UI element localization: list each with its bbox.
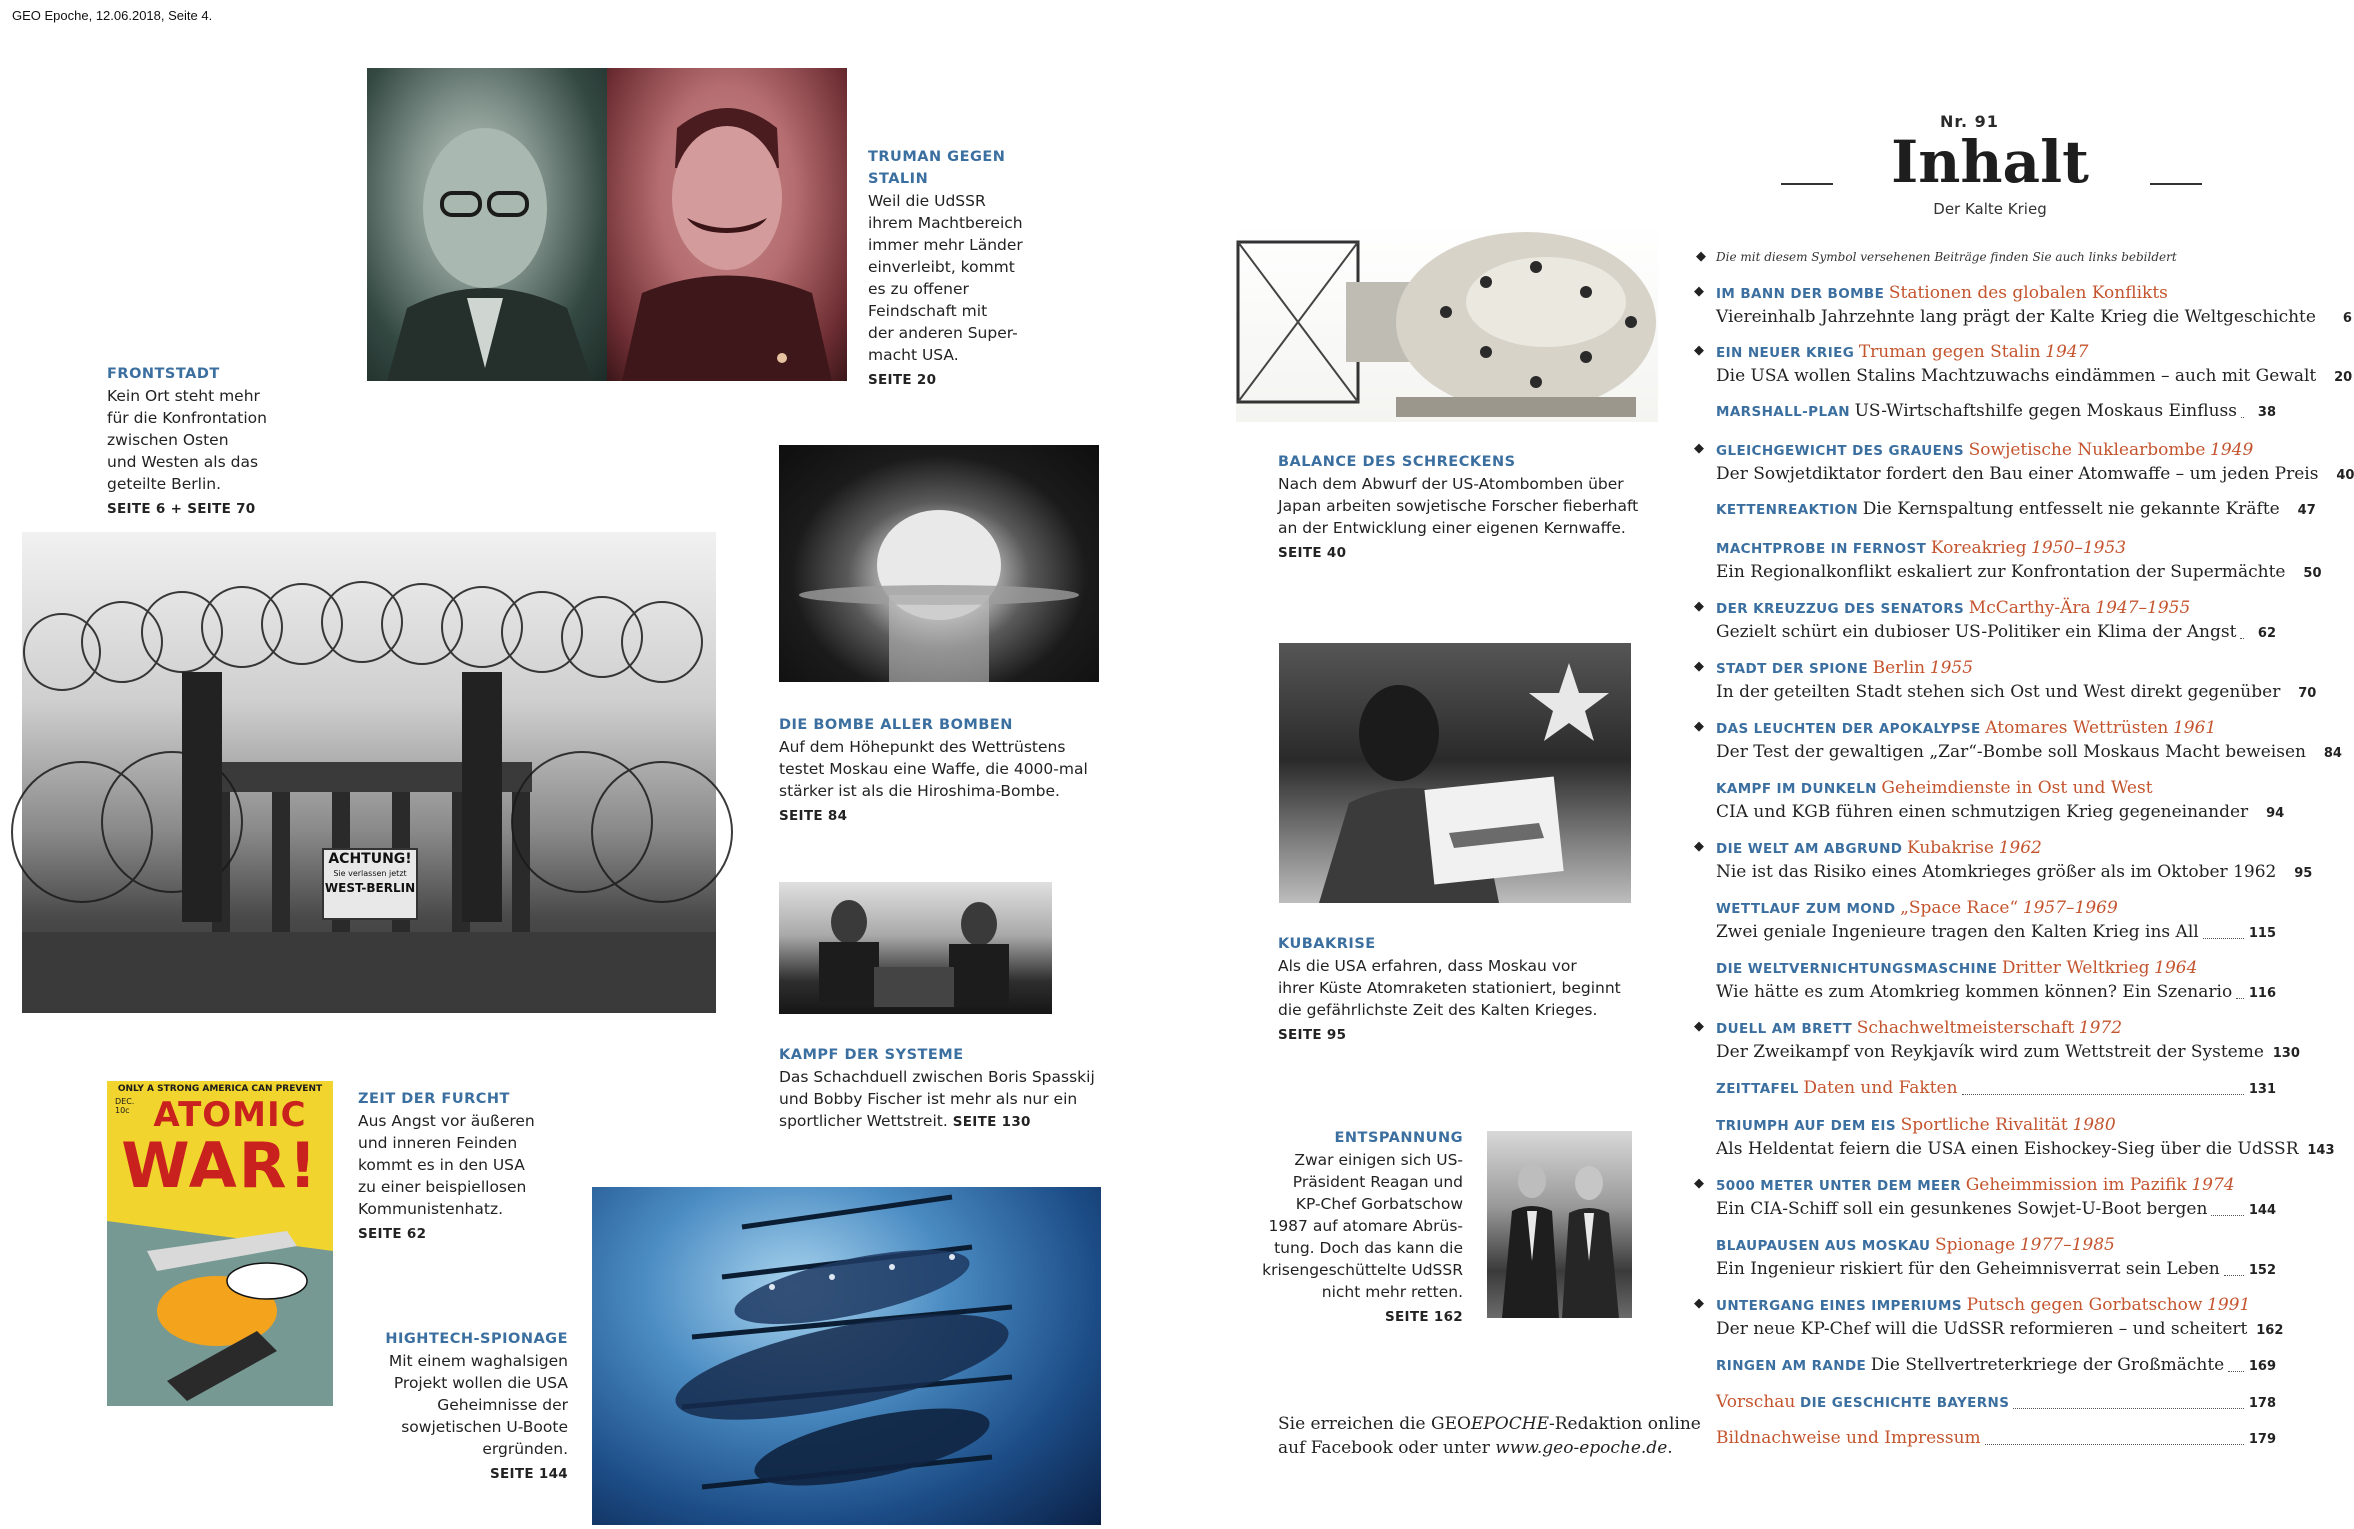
toc-entry[interactable]	[1716, 1427, 2276, 1451]
atomic-bomb-photo	[1236, 222, 1658, 422]
toc-entry-title: Daten und Fakten	[1803, 1078, 1958, 1098]
caption-line: die gefährlichste Zeit des Kalten Krieges.	[1278, 1001, 1598, 1019]
caption-kicker: DIE BOMBE ALLER BOMBEN	[779, 717, 1013, 733]
caption-balance	[1278, 451, 1658, 564]
toc-entry[interactable]	[1694, 1017, 2300, 1066]
contact-text: .	[1667, 1438, 1673, 1458]
warning-sign	[322, 848, 418, 920]
toc-entry-description: Wie hätte es zum Atomkrieg kommen können? Ein Szenario	[1716, 982, 2233, 1002]
atomic-war-comic-cover	[107, 1081, 333, 1406]
toc-entry-description: Die Kernspaltung entfesselt nie gekannte Kräfte	[1862, 499, 2280, 519]
caption-page-ref: SEITE 144	[490, 1466, 568, 1482]
caption-page-ref: SEITE 95	[1278, 1027, 1347, 1043]
toc-entry-description: Viereinhalb Jahrzehnte lang prägt der Kalte Krieg die Weltgeschichte	[1716, 307, 2316, 327]
toc-line	[1716, 498, 2316, 522]
caption-systeme	[779, 1044, 1109, 1133]
title-rule-left	[1781, 183, 1833, 185]
toc-entry-kicker: GLEICHGEWICHT DES GRAUENS	[1716, 443, 1965, 459]
toc-entry-kicker: DAS LEUCHTEN DER APOKALYPSE	[1716, 721, 1981, 737]
toc-line	[1716, 1197, 2276, 1223]
toc-entry-title: Kubakrise	[1907, 838, 1994, 858]
diamond-bullet-icon: ◆	[1694, 659, 1704, 674]
caption-kicker: STALIN	[868, 171, 929, 187]
caption-line: ihrem Machtbereich	[868, 214, 1023, 232]
toc-entry[interactable]	[1716, 1354, 2276, 1378]
toc-line	[1716, 800, 2285, 826]
toc-page-number: 6	[2342, 311, 2352, 326]
caption-line: testet Moskau eine Waffe, die 4000-mal	[779, 760, 1088, 778]
toc-page-number: 130	[2272, 1046, 2300, 1061]
toc-entry-description: Gezielt schürt ein dubioser US-Politiker ein Klima der Angst	[1716, 622, 2237, 642]
toc-entry-kicker: MARSHALL-PLAN	[1716, 404, 1850, 420]
toc-page-number: 152	[2248, 1263, 2276, 1278]
caption-kicker: FRONTSTADT	[107, 366, 220, 382]
source-header: GEO Epoche, 12.06.2018, Seite 4.	[12, 8, 213, 23]
issue-number: Nr. 91	[1940, 112, 1999, 131]
toc-entry-description: US-Wirtschaftshilfe gegen Moskaus Einfluss	[1854, 401, 2237, 421]
reagan-gorbatschow-photo	[1487, 1131, 1632, 1318]
toc-page-number: 94	[2266, 806, 2285, 821]
stalin-photo	[607, 68, 847, 381]
symbol-note	[1696, 249, 2177, 264]
caption-line: der anderen Super-	[868, 324, 1018, 342]
toc-entry-kicker: TRIUMPH AUF DEM EIS	[1716, 1118, 1896, 1134]
toc-entry[interactable]	[1716, 1114, 2335, 1163]
website-link[interactable]: www.geo-epoche.de	[1495, 1438, 1668, 1458]
toc-page-number: 131	[2248, 1082, 2276, 1097]
caption-text: sportlicher Wettstreit.	[779, 1112, 948, 1130]
toc-entry-title: Stationen des globalen Konflikts	[1888, 283, 2168, 303]
contact-line	[1278, 1436, 1701, 1460]
toc-page-number: 62	[2257, 626, 2276, 641]
caption-kicker: ENTSPANNUNG	[1334, 1130, 1463, 1146]
toc-entry-title: Sportliche Rivalität	[1900, 1115, 2068, 1135]
caption-line: für die Konfrontation	[107, 409, 267, 427]
caption-line: an der Entwicklung einer eigenen Kernwaffe.	[1278, 519, 1626, 537]
toc-page-number: 169	[2248, 1359, 2276, 1374]
toc-entry-title: McCarthy-Ära	[1968, 598, 2091, 618]
toc-entry[interactable]	[1694, 439, 2354, 488]
caption-bombe	[779, 714, 1109, 827]
caption-page-ref: SEITE 62	[358, 1226, 427, 1242]
toc-entry-description: Ein CIA-Schiff soll ein gesunkenes Sowjet-U-Boot bergen	[1716, 1199, 2208, 1219]
caption-line: zwischen Osten	[107, 431, 229, 449]
caption-line: und inneren Feinden	[358, 1134, 518, 1152]
contact-text: -Redaktion online	[1548, 1414, 1701, 1434]
toc-line	[1716, 897, 2276, 920]
toc-page-number: 144	[2248, 1203, 2276, 1218]
toc-line	[1716, 837, 2276, 860]
toc-entry-year: 1957–1969	[2022, 898, 2118, 918]
toc-line	[1716, 1391, 2276, 1415]
toc-entry-title: Truman gegen Stalin	[1858, 342, 2041, 362]
toc-entry-description: Der Test der gewaltigen „Zar“-Bombe soll Moskaus Macht beweisen	[1716, 742, 2306, 762]
toc-entry-description: CIA und KGB führen einen schmutzigen Krieg gegeneinander	[1716, 802, 2249, 822]
dot-leader	[2224, 1274, 2244, 1276]
caption-page-ref: SEITE 20	[868, 372, 937, 388]
page-title: Inhalt	[1891, 128, 2089, 196]
caption-line: krisengeschüttelte UdSSR	[1262, 1261, 1463, 1279]
diamond-bullet-icon: ◆	[1694, 719, 1704, 734]
toc-entry-title: Putsch gegen Gorbatschow	[1966, 1295, 2203, 1315]
toc-line	[1716, 1427, 2276, 1451]
toc-line	[1716, 1114, 2276, 1137]
toc-entry-description: Der Zweikampf von Reykjavík wird zum Wettstreit der Systeme	[1716, 1042, 2264, 1062]
caption-line: Aus Angst vor äußeren	[358, 1112, 535, 1130]
toc-entry-kicker: IM BANN DER BOMBE	[1716, 286, 1885, 302]
toc-line	[1716, 717, 2276, 740]
toc-entry-description: Der Sowjetdiktator fordert den Bau einer Atomwaffe – um jeden Preis	[1716, 464, 2319, 484]
toc-entry[interactable]	[1694, 1174, 2276, 1223]
toc-entry-year: 1949	[2210, 440, 2254, 460]
caption-kicker: KAMPF DER SYSTEME	[779, 1047, 964, 1063]
caption-furcht	[358, 1088, 558, 1245]
caption-line: Kein Ort steht mehr	[107, 387, 260, 405]
caption-line: kommt es in den USA	[358, 1156, 525, 1174]
caption-frontstadt	[107, 363, 307, 520]
caption-spionage	[360, 1328, 568, 1485]
toc-page-number: 40	[2336, 468, 2354, 483]
caption-line: geteilte Berlin.	[107, 475, 222, 493]
caption-line: Feindschaft mit	[868, 302, 988, 320]
toc-entry-year: 1950–1953	[2031, 538, 2127, 558]
toc-line	[1716, 400, 2276, 424]
toc-entry[interactable]	[1694, 597, 2276, 646]
caption-entspannung	[1258, 1127, 1463, 1328]
contact-text: auf Facebook oder unter	[1278, 1438, 1496, 1458]
caption-truman-stalin	[868, 146, 1058, 391]
toc-entry[interactable]	[1716, 1077, 2276, 1101]
toc-entry-title: Vorschau	[1716, 1392, 1796, 1412]
diamond-bullet-icon: ◆	[1694, 1019, 1704, 1034]
caption-line: immer mehr Länder	[868, 236, 1023, 254]
caption-line: KP-Chef Gorbatschow	[1295, 1195, 1463, 1213]
toc-line	[1716, 305, 2352, 331]
dot-leader	[2013, 1408, 2244, 1409]
caption-page-ref: SEITE 130	[952, 1114, 1031, 1130]
diamond-bullet-icon: ◆	[1694, 343, 1704, 358]
dot-leader	[2236, 997, 2244, 999]
caption-line: ihrer Küste Atomraketen stationiert, beginnt	[1278, 979, 1621, 997]
toc-entry[interactable]	[1694, 837, 2313, 886]
dot-leader	[2211, 1214, 2244, 1216]
toc-entry-kicker: STADT DER SPIONE	[1716, 661, 1869, 677]
toc-page-number: 116	[2248, 986, 2276, 1001]
toc-page-number: 70	[2298, 686, 2317, 701]
toc-entry-year: 1962	[1998, 838, 2042, 858]
dot-leader	[2203, 937, 2244, 939]
toc-entry-kicker: MACHTPROBE IN FERNOST	[1716, 541, 1927, 557]
toc-line	[1716, 777, 2276, 800]
toc-line	[1716, 462, 2354, 488]
toc-entry-title: Atomares Wettrüsten	[1985, 718, 2169, 738]
caption-line: einverleibt, kommt	[868, 258, 1015, 276]
submarine-photo	[592, 1187, 1101, 1525]
caption-line: Nach dem Abwurf der US-Atombomben über	[1278, 475, 1624, 493]
toc-entry-title: Geheimdienste in Ost und West	[1881, 778, 2153, 798]
diamond-bullet-icon: ◆	[1694, 1176, 1704, 1191]
caption-line: stärker ist als die Hiroshima-Bombe.	[779, 782, 1060, 800]
toc-line	[1716, 597, 2276, 620]
toc-entry-description: Zwei geniale Ingenieure tragen den Kalten Krieg ins All	[1716, 922, 2199, 942]
toc-entry-kicker: KETTENREAKTION	[1716, 502, 1859, 518]
toc-entry[interactable]	[1716, 537, 2322, 586]
toc-line	[1716, 1040, 2300, 1066]
caption-kubakrise	[1278, 933, 1658, 1046]
toc-line	[1716, 1017, 2276, 1040]
title-rule-right	[2150, 183, 2202, 185]
caption-line: Geheimnisse der	[437, 1396, 568, 1414]
toc-entry[interactable]	[1716, 957, 2276, 1006]
toc-line	[1716, 1174, 2276, 1197]
caption-line: 1987 auf atomare Abrüs-	[1268, 1217, 1463, 1235]
toc-entry-kicker: WETTLAUF ZUM MOND	[1716, 901, 1896, 917]
toc-entry-description: Ein Ingenieur riskiert für den Geheimnisverrat sein Leben	[1716, 1259, 2220, 1279]
toc-line	[1716, 657, 2276, 680]
caption-line: und Westen als das	[107, 453, 259, 471]
toc-page-number: 84	[2323, 746, 2342, 761]
toc-entry-title: Koreakrieg	[1930, 538, 2027, 558]
toc-entry[interactable]	[1694, 717, 2342, 766]
comic-top-line: ONLY A STRONG AMERICA CAN PREVENT	[117, 1084, 323, 1094]
toc-entry-description: Ein Regionalkonflikt eskaliert zur Konfrontation der Supermächte	[1716, 562, 2286, 582]
caption-line: Präsident Reagan und	[1292, 1173, 1463, 1191]
toc-line	[1716, 1257, 2276, 1283]
toc-entry-title: Schachweltmeisterschaft	[1856, 1018, 2075, 1038]
caption-line: und Bobby Fischer ist mehr als nur ein	[779, 1090, 1078, 1108]
toc-line	[1716, 680, 2317, 706]
toc-entry-title: Spionage	[1935, 1235, 2016, 1255]
caption-line: Weil die UdSSR	[868, 192, 986, 210]
toc-entry-title: Geheimmission im Pazifik	[1965, 1175, 2187, 1195]
toc-line	[1716, 1317, 2284, 1343]
toc-entry-kicker: EIN NEUER KRIEG	[1716, 345, 1855, 361]
dot-leader	[1962, 1094, 2244, 1095]
caption-line: es zu offener	[868, 280, 969, 298]
toc-entry-description: Nie ist das Risiko eines Atomkrieges größer als im Oktober 1962	[1716, 862, 2277, 882]
caption-page-ref: SEITE 162	[1385, 1309, 1463, 1325]
toc-entry-year: 1974	[2191, 1175, 2235, 1195]
toc-page-number: 38	[2257, 405, 2276, 420]
toc-page-number: 20	[2334, 370, 2353, 385]
diamond-bullet-icon: ◆	[1694, 839, 1704, 854]
toc-entry-kicker: UNTERGANG EINES IMPERIUMS	[1716, 1298, 1962, 1314]
toc-line	[1716, 1294, 2276, 1317]
dot-leader	[1985, 1444, 2244, 1445]
toc-entry-title: Bildnachweise und Impressum	[1716, 1428, 1981, 1448]
berlin-wall-photo	[22, 532, 716, 1013]
contact-text: Sie erreichen die GEO	[1278, 1414, 1471, 1434]
toc-entry[interactable]	[1716, 777, 2285, 826]
toc-line	[1716, 1234, 2276, 1257]
toc-entry-year: 1964	[2154, 958, 2198, 978]
toc-entry-year: 1961	[2172, 718, 2217, 738]
caption-kicker: KUBAKRISE	[1278, 936, 1376, 952]
page-subtitle: Der Kalte Krieg	[1933, 200, 2047, 218]
toc-entry-title: Dritter Weltkrieg	[2001, 958, 2150, 978]
contact-brand: EPOCHE	[1470, 1414, 1549, 1434]
contact-note	[1278, 1412, 1701, 1460]
toc-page-number: 95	[2294, 866, 2313, 881]
toc-entry-description: In der geteilten Stadt stehen sich Ost und West direkt gegenüber	[1716, 682, 2281, 702]
caption-kicker: ZEIT DER FURCHT	[358, 1091, 510, 1107]
caption-line: Als die USA erfahren, dass Moskau vor	[1278, 957, 1577, 975]
caption-page-ref: SEITE 6 + SEITE 70	[107, 501, 256, 517]
caption-kicker: BALANCE DES SCHRECKENS	[1278, 454, 1516, 470]
toc-page-number: 47	[2297, 503, 2316, 518]
toc-line	[1716, 860, 2313, 886]
caption-line: Zwar einigen sich US-	[1294, 1151, 1463, 1169]
dot-leader	[2240, 637, 2244, 639]
toc-line	[1716, 1077, 2276, 1101]
toc-page-number: 115	[2248, 926, 2276, 941]
toc-entry-year: 1947	[2045, 342, 2089, 362]
caption-line: Japan arbeiten sowjetische Forscher fieberhaft	[1278, 497, 1639, 515]
diamond-bullet-icon: ◆	[1696, 249, 1706, 264]
toc-page-number: 50	[2303, 566, 2322, 581]
toc-entry-kicker: KAMPF IM DUNKELN	[1716, 781, 1877, 797]
caption-kicker: TRUMAN GEGEN	[868, 149, 1006, 165]
caption-line: Das Schachduell zwischen Boris Spasskij	[779, 1068, 1095, 1086]
toc-page-number: 178	[2248, 1396, 2276, 1411]
caption-page-ref: SEITE 40	[1278, 545, 1347, 561]
dot-leader	[2241, 417, 2244, 418]
caption-page-ref: SEITE 84	[779, 808, 848, 824]
toc-entry-kicker: BLAUPAUSEN AUS MOSKAU	[1716, 1238, 1931, 1254]
comic-title-2: WAR!	[121, 1129, 319, 1202]
toc-line	[1716, 980, 2276, 1006]
toc-entry-year: 1955	[1929, 658, 1974, 678]
toc-entry-kicker: DIE WELT AM ABGRUND	[1716, 841, 1903, 857]
toc-entry-description: Der neue KP-Chef will die UdSSR reformieren – und scheitert	[1716, 1319, 2248, 1339]
caption-kicker: HIGHTECH-SPIONAGE	[385, 1331, 568, 1347]
toc-entry[interactable]	[1694, 1294, 2284, 1343]
sign-line: ACHTUNG!	[328, 851, 412, 867]
toc-entry-kicker: 5000 METER UNTER DEM MEER	[1716, 1178, 1962, 1194]
toc-line	[1716, 341, 2276, 364]
kubakrise-photo	[1279, 643, 1631, 903]
toc-line	[1716, 1354, 2276, 1378]
diamond-bullet-icon: ◆	[1694, 1296, 1704, 1311]
toc-line	[1716, 282, 2276, 305]
caption-line: tung. Doch das kann die	[1274, 1239, 1463, 1257]
caption-line: Kommunistenhatz.	[358, 1200, 504, 1218]
toc-entry-year: 1980	[2072, 1115, 2116, 1135]
chess-match-photo	[779, 882, 1052, 1014]
dot-leader	[2228, 1371, 2244, 1372]
toc-entry-description: Die USA wollen Stalins Machtzuwachs eindämmen – auch mit Gewalt	[1716, 366, 2317, 386]
toc-entry-title: Berlin	[1872, 658, 1926, 678]
toc-entry[interactable]	[1694, 282, 2352, 331]
caption-line: macht USA.	[868, 346, 959, 364]
toc-line	[1716, 1137, 2335, 1163]
diamond-bullet-icon: ◆	[1694, 599, 1704, 614]
contact-line	[1278, 1412, 1701, 1436]
bomb-blast-photo	[779, 445, 1099, 682]
toc-entry[interactable]	[1694, 341, 2353, 390]
caption-line: nicht mehr retten.	[1321, 1283, 1463, 1301]
toc-entry-year: 1972	[2078, 1018, 2123, 1038]
sign-line: Sie verlassen jetzt	[333, 869, 407, 878]
comic-date: DEC. 10c	[115, 1097, 135, 1115]
caption-line: Mit einem waghalsigen	[388, 1352, 568, 1370]
toc-entry-year: 1977–1985	[2019, 1235, 2115, 1255]
diamond-bullet-icon: ◆	[1694, 284, 1704, 299]
toc-entry-kicker: DIE WELTVERNICHTUNGSMASCHINE	[1716, 961, 1998, 977]
toc-entry-kicker: DIE GESCHICHTE BAYERNS	[1799, 1395, 2010, 1411]
symbol-note-text: Die mit diesem Symbol versehenen Beiträge finden Sie auch links bebildert	[1716, 250, 2177, 264]
caption-line: zu einer beispiellosen	[358, 1178, 527, 1196]
toc-line	[1716, 560, 2322, 586]
toc-line	[1716, 364, 2353, 390]
toc-entry[interactable]	[1716, 400, 2276, 424]
toc-entry-description: Die Stellvertreterkriege der Großmächte	[1870, 1355, 2225, 1375]
toc-page-number: 143	[2307, 1143, 2335, 1158]
caption-line: sowjetischen U-Boote	[401, 1418, 568, 1436]
toc-entry[interactable]	[1716, 1234, 2276, 1283]
toc-line	[1716, 620, 2276, 646]
toc-entry-title: Sowjetische Nuklearbombe	[1968, 440, 2206, 460]
toc-line	[1716, 439, 2276, 462]
toc-entry-kicker: ZEITTAFEL	[1716, 1081, 1799, 1097]
toc-page-number: 179	[2248, 1432, 2276, 1447]
sign-line: WEST-BERLIN	[324, 881, 416, 895]
diamond-bullet-icon: ◆	[1694, 441, 1704, 456]
truman-photo	[367, 68, 607, 381]
toc-entry[interactable]	[1716, 498, 2316, 522]
toc-entry-year: 1991	[2207, 1295, 2251, 1315]
comic-title-1: ATOMIC	[153, 1095, 307, 1135]
toc-entry-title: „Space Race“	[1900, 898, 2019, 918]
caption-line: Projekt wollen die USA	[393, 1374, 568, 1392]
toc-line	[1716, 537, 2276, 560]
caption-line	[779, 1110, 1109, 1133]
toc-entry-kicker: DUELL AM BRETT	[1716, 1021, 1853, 1037]
toc-line	[1716, 920, 2276, 946]
toc-entry[interactable]	[1716, 897, 2276, 946]
toc-entry[interactable]	[1694, 657, 2317, 706]
toc-entry-year: 1947–1955	[2095, 598, 2191, 618]
toc-line	[1716, 740, 2342, 766]
toc-entry-description: Als Heldentat feiern die USA einen Eishockey-Sieg über die UdSSR	[1716, 1139, 2299, 1159]
toc-line	[1716, 957, 2276, 980]
caption-line: ergründen.	[482, 1440, 568, 1458]
toc-entry-kicker: RINGEN AM RANDE	[1716, 1358, 1867, 1374]
caption-line: Auf dem Höhepunkt des Wettrüstens	[779, 738, 1066, 756]
toc-entry-kicker: DER KREUZZUG DES SENATORS	[1716, 601, 1965, 617]
toc-entry[interactable]	[1716, 1391, 2276, 1415]
toc-page-number: 162	[2256, 1323, 2284, 1338]
